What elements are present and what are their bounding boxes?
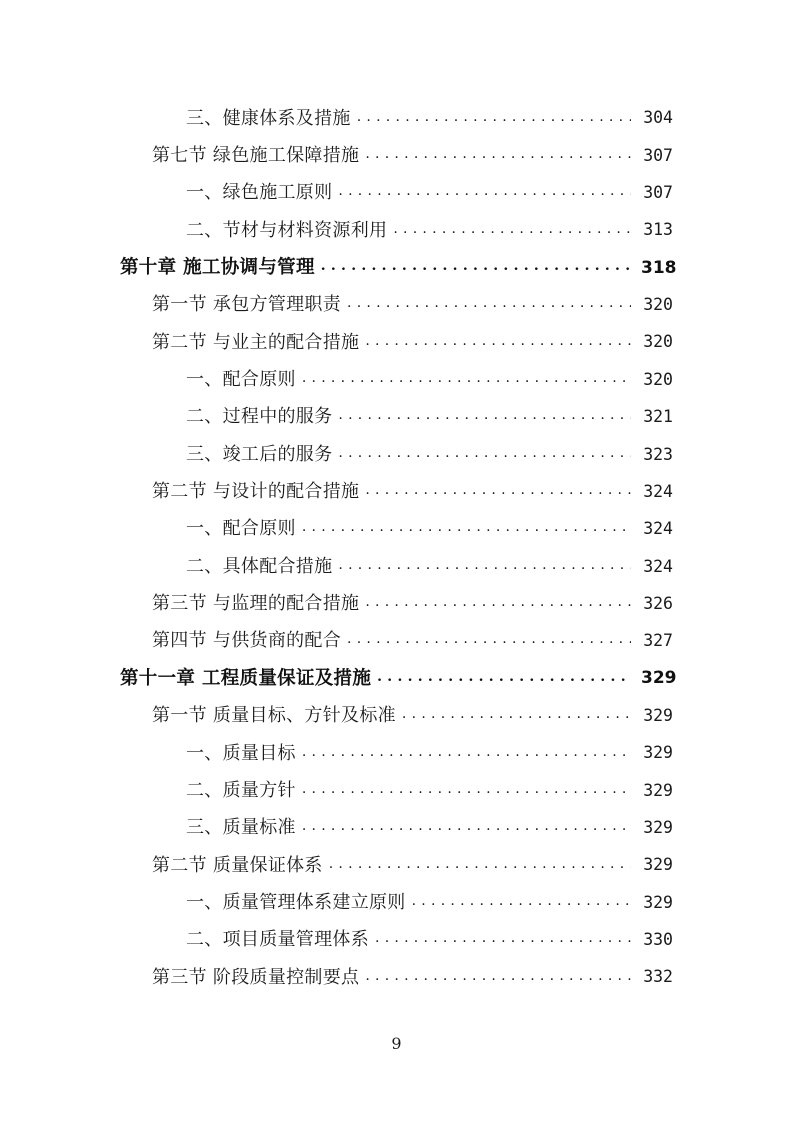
toc-entry[interactable] <box>0 623 793 660</box>
toc-entry[interactable] <box>0 324 793 361</box>
toc-entry[interactable] <box>0 585 793 622</box>
toc-entry[interactable] <box>0 772 793 809</box>
toc-dot-leader <box>338 408 631 426</box>
toc-entry-page: 326 <box>643 593 673 613</box>
toc-chapter-entry[interactable] <box>0 249 793 286</box>
toc-dot-leader <box>321 259 631 277</box>
toc-entry-title: 一、绿色施工原则 <box>186 182 333 204</box>
toc-entry-page: 329 <box>643 892 673 912</box>
toc-entry[interactable] <box>0 959 793 996</box>
toc-entry-page: 307 <box>643 145 673 165</box>
toc-dot-leader <box>365 969 631 987</box>
toc-entry[interactable] <box>0 884 793 921</box>
toc-dot-leader <box>302 371 631 389</box>
toc-dot-leader <box>365 595 631 613</box>
toc-entry-page: 329 <box>643 705 673 725</box>
toc-entry-page: 318 <box>641 257 677 278</box>
table-of-contents <box>0 100 793 996</box>
toc-entry-title: 一、质量目标 <box>186 742 296 764</box>
toc-dot-leader <box>347 296 631 314</box>
toc-entry-title: 一、质量管理体系建立原则 <box>186 891 406 913</box>
toc-entry-title: 一、配合原则 <box>186 518 296 540</box>
toc-entry-page: 327 <box>643 631 673 651</box>
toc-entry-page: 329 <box>641 668 677 689</box>
toc-entry-title: 二、节材与材料资源利用 <box>186 219 388 241</box>
toc-entry[interactable] <box>0 100 793 137</box>
toc-entry-title: 第四节 与供货商的配合 <box>152 630 342 652</box>
toc-entry-title: 第三节 阶段质量控制要点 <box>152 966 360 988</box>
toc-entry-title: 第七节 绿色施工保障措施 <box>152 145 360 167</box>
toc-entry-title: 第十章 施工协调与管理 <box>120 256 315 278</box>
toc-dot-leader <box>393 222 631 240</box>
toc-entry[interactable] <box>0 473 793 510</box>
page-number: 9 <box>391 1034 402 1053</box>
toc-entry-title: 二、质量方针 <box>186 779 296 801</box>
toc-dot-leader <box>302 520 631 538</box>
toc-entry-title: 第三节 与监理的配合措施 <box>152 593 360 615</box>
toc-entry[interactable] <box>0 735 793 772</box>
toc-dot-leader <box>402 707 631 725</box>
toc-entry-title: 第一节 承包方管理职责 <box>152 294 342 316</box>
toc-entry-page: 330 <box>643 929 673 949</box>
toc-entry-page: 329 <box>643 817 673 837</box>
toc-dot-leader <box>302 745 631 763</box>
toc-entry-title: 二、过程中的服务 <box>186 406 333 428</box>
toc-dot-leader <box>302 819 631 837</box>
toc-entry-title: 二、项目质量管理体系 <box>186 929 369 951</box>
toc-entry[interactable] <box>0 212 793 249</box>
toc-dot-leader <box>302 782 631 800</box>
toc-entry-title: 第十一章 工程质量保证及措施 <box>120 667 372 689</box>
toc-entry-page: 324 <box>643 481 673 501</box>
toc-dot-leader <box>338 446 631 464</box>
toc-entry[interactable] <box>0 361 793 398</box>
toc-entry-title: 第一节 质量目标、方针及标准 <box>152 705 396 727</box>
toc-entry[interactable] <box>0 810 793 847</box>
toc-dot-leader <box>365 147 631 165</box>
toc-dot-leader <box>375 931 631 949</box>
toc-dot-leader <box>412 894 631 912</box>
toc-entry[interactable] <box>0 511 793 548</box>
toc-entry-page: 329 <box>643 743 673 763</box>
toc-entry-title: 第二节 与设计的配合措施 <box>152 481 360 503</box>
toc-entry-title: 一、配合原则 <box>186 369 296 391</box>
toc-dot-leader <box>365 483 631 501</box>
toc-dot-leader <box>377 670 631 688</box>
toc-entry-title: 三、质量标准 <box>186 817 296 839</box>
toc-entry-title: 第二节 与业主的配合措施 <box>152 331 360 353</box>
toc-entry-page: 324 <box>643 519 673 539</box>
toc-dot-leader <box>347 632 631 650</box>
toc-entry-page: 313 <box>643 220 673 240</box>
toc-entry[interactable] <box>0 436 793 473</box>
toc-dot-leader <box>338 558 631 576</box>
toc-dot-leader <box>365 334 631 352</box>
toc-entry-page: 320 <box>643 369 673 389</box>
toc-entry-page: 307 <box>643 183 673 203</box>
toc-entry-page: 320 <box>643 295 673 315</box>
toc-entry[interactable] <box>0 548 793 585</box>
toc-entry[interactable] <box>0 287 793 324</box>
toc-dot-leader <box>338 184 631 202</box>
toc-entry[interactable] <box>0 175 793 212</box>
toc-entry-page: 323 <box>643 444 673 464</box>
toc-entry-page: 324 <box>643 556 673 576</box>
toc-entry[interactable] <box>0 137 793 174</box>
toc-entry[interactable] <box>0 698 793 735</box>
toc-dot-leader <box>357 110 631 128</box>
toc-chapter-entry[interactable] <box>0 660 793 697</box>
toc-entry-page: 304 <box>643 108 673 128</box>
toc-entry-title: 二、具体配合措施 <box>186 555 333 577</box>
toc-entry-page: 332 <box>643 967 673 987</box>
toc-entry-page: 321 <box>643 407 673 427</box>
toc-entry[interactable] <box>0 922 793 959</box>
toc-entry-page: 320 <box>643 332 673 352</box>
toc-entry-title: 第二节 质量保证体系 <box>152 854 323 876</box>
toc-entry-page: 329 <box>643 780 673 800</box>
toc-entry-title: 三、竣工后的服务 <box>186 443 333 465</box>
toc-entry[interactable] <box>0 847 793 884</box>
toc-entry-title: 三、健康体系及措施 <box>186 107 351 129</box>
toc-entry-page: 329 <box>643 855 673 875</box>
toc-dot-leader <box>329 857 631 875</box>
toc-entry[interactable] <box>0 399 793 436</box>
